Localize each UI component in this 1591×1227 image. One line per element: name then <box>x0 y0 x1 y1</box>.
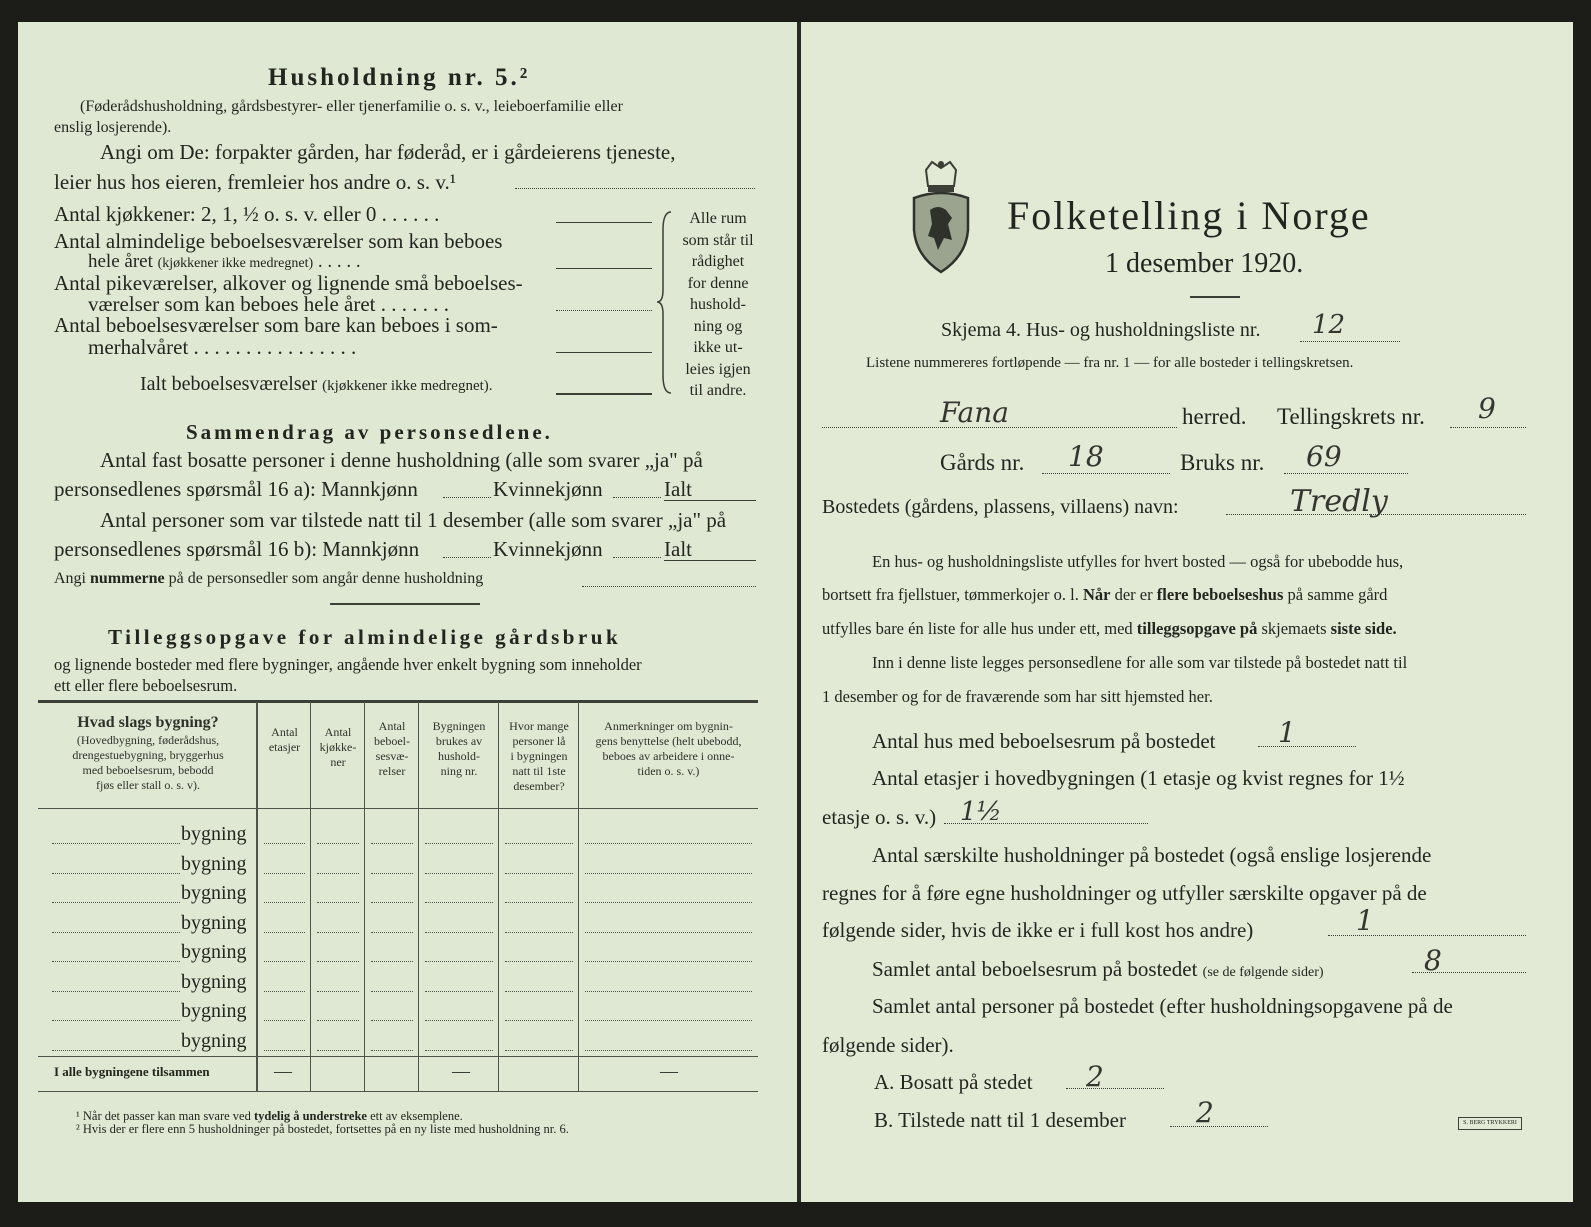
table-header-line: kjøkke- <box>319 740 357 754</box>
table-cell-field[interactable] <box>585 1020 752 1021</box>
table-cell-field[interactable] <box>425 961 493 962</box>
table-cell-field[interactable] <box>317 843 359 844</box>
total-row-label: I alle bygningene tilsammen <box>54 1064 210 1079</box>
table-cell-field[interactable] <box>425 873 493 874</box>
table-header-col-0 <box>38 713 258 793</box>
printer-stamp: S. BERG TRYKKERI <box>1458 1117 1522 1130</box>
angi-line1: Angi om De: forpakter gården, har føderåd, er i gårdeierens tjeneste, <box>100 140 676 164</box>
etasjer-line2: etasje o. s. v.) <box>822 805 937 829</box>
table-header-line: Bygningen <box>432 719 486 733</box>
skjema-label: Skjema 4. Hus- og husholdningsliste nr. <box>941 319 1261 341</box>
sommer-label-line2: merhalvåret . . . . . . . . . . . . . . . . <box>88 335 357 359</box>
husholdninger-value[interactable]: 1 <box>1356 904 1374 937</box>
side-note-line: Alle rum <box>689 210 747 227</box>
table-cell-field[interactable] <box>264 932 305 933</box>
table-header-line: Antal <box>378 719 406 733</box>
footnote-1: ¹ Når det passer kan man svare ved tydelig å understreke ett av eksemplene. <box>76 1109 463 1123</box>
ialt-label: Ialt beboelsesværelser (kjøkkener ikke medregnet). <box>140 373 493 395</box>
table-header-col-1 <box>258 725 311 755</box>
household-title: Husholdning nr. 5.² <box>268 64 531 91</box>
side-note-line: ikke ut- <box>693 339 743 356</box>
household-intro-line2: enslig losjerende). <box>54 119 172 136</box>
building-type-field[interactable] <box>52 1020 180 1021</box>
pike-field[interactable] <box>556 310 652 311</box>
alm-field[interactable] <box>556 268 652 269</box>
table-cell-field[interactable] <box>505 1050 573 1051</box>
tillegg-line2: ett eller flere beboelsesrum. <box>54 676 238 695</box>
table-cell-field[interactable] <box>425 1050 493 1051</box>
table-header-line: beboel- <box>374 734 410 748</box>
etasjer-line1: Antal etasjer i hovedbygningen (1 etasje og kvist regnes for 1½ <box>872 766 1405 790</box>
table-header-line: med beboelsesrum, bebodd <box>82 763 214 777</box>
instruction-line2: bortsett fra fjellstuer, tømmerkojer o. l. Når der er flere beboelseshus på samme gård <box>822 585 1388 604</box>
building-type-field[interactable] <box>52 843 180 844</box>
table-cell-field[interactable] <box>317 873 359 874</box>
herred-label: herred. <box>1182 404 1247 429</box>
alm-label-line1: Antal almindelige beboelsesværelser som kan beboes <box>54 229 503 253</box>
bruks-label: Bruks nr. <box>1180 450 1265 475</box>
ialt-field[interactable] <box>556 393 652 395</box>
gards-label: Gårds nr. <box>940 450 1025 475</box>
summary-b-line2: personsedlenes spørsmål 16 b): Mannkjønn <box>54 537 420 561</box>
kjokkener-label: Antal kjøkkener: 2, 1, ½ o. s. v. eller 0 . . . . . . <box>54 202 440 226</box>
samlet-personer-line2: følgende sider). <box>822 1033 954 1057</box>
coat-of-arms-icon <box>908 158 974 276</box>
summary-b-ialt-field[interactable] <box>664 560 756 561</box>
summary-a-line1: Antal fast bosatte personer i denne husholdning (alle som svarer „ja" på <box>100 448 703 472</box>
table-row-label: bygning <box>181 823 247 845</box>
angi-nummerne: Angi nummerne på de personsedler som angår denne husholdning <box>54 570 484 587</box>
instruction-line3: utfylles bare én liste for alle hus under ett, med tilleggsopgave på skjemaets siste side. <box>822 619 1397 638</box>
building-table <box>38 683 758 1093</box>
bruks-value[interactable]: 69 <box>1306 440 1342 473</box>
table-cell-field[interactable] <box>371 843 413 844</box>
samlet-rum-label: Samlet antal beboelsesrum på bostedet (se de følgende sider) <box>872 957 1324 981</box>
table-cell-field[interactable] <box>264 961 305 962</box>
summary-a-ialt: Ialt <box>664 477 692 501</box>
table-header-line: sesvæ- <box>375 749 409 763</box>
herred-value[interactable]: Fana <box>940 396 1009 429</box>
gards-value[interactable]: 18 <box>1068 440 1104 473</box>
table-cell-field[interactable] <box>585 1050 752 1051</box>
summary-b-line1: Antal personer som var tilstede natt til 1 desember (alle som svarer „ja" på <box>100 508 727 532</box>
table-cell-field[interactable] <box>264 1020 305 1021</box>
main-title: Folketelling i Norge <box>1007 193 1371 238</box>
table-cell-field[interactable] <box>371 961 413 962</box>
table-cell-field[interactable] <box>371 991 413 992</box>
table-header-line: ner <box>330 755 346 769</box>
bosted-label: Bostedets (gårdens, plassens, villaens) navn: <box>822 496 1179 518</box>
building-type-field[interactable] <box>52 1050 180 1051</box>
table-cell-field[interactable] <box>371 1020 413 1021</box>
table-header-col-4 <box>419 719 499 779</box>
table-cell-field[interactable] <box>505 902 573 903</box>
pike-label-line2: værelser som kan beboes hele året . . . . . . . <box>88 292 449 316</box>
summary-a-ialt-field[interactable] <box>664 500 756 501</box>
tilstede-value[interactable]: 2 <box>1196 1096 1214 1129</box>
building-type-field[interactable] <box>52 902 180 903</box>
table-cell-field[interactable] <box>585 902 752 903</box>
table-cell-field[interactable] <box>371 873 413 874</box>
brace-icon <box>655 210 677 395</box>
bosted-value[interactable]: Tredly <box>1290 484 1388 519</box>
table-cell-field[interactable] <box>264 843 305 844</box>
table-header-line: ning nr. <box>440 764 478 778</box>
table-header-line: (Hovedbygning, føderådshus, <box>76 733 220 747</box>
table-cell-field[interactable] <box>425 843 493 844</box>
footnote-2: ² Hvis der er flere enn 5 husholdninger på bostedet, fortsettes på en ny liste med husholdning nr. 6. <box>76 1122 569 1136</box>
bosatt-label: A. Bosatt på stedet <box>874 1070 1033 1094</box>
table-header-col-3 <box>365 719 419 779</box>
table-cell-field[interactable] <box>264 873 305 874</box>
angi-line2: leier hus hos eieren, fremleier hos andre o. s. v.¹ <box>54 170 457 194</box>
tillegg-line1: og lignende bosteder med flere bygninger, angående hver enkelt bygning som inneholder <box>54 655 642 674</box>
table-cell-field[interactable] <box>264 902 305 903</box>
table-header-col-5 <box>499 719 579 794</box>
instruction-line4: Inn i denne liste legges personsedlene for alle som var tilstede på bostedet natt til <box>872 653 1408 672</box>
table-row-label: bygning <box>181 852 247 875</box>
table-cell-field[interactable] <box>264 1050 305 1051</box>
table-cell-field[interactable] <box>505 1020 573 1021</box>
bosatt-value[interactable]: 2 <box>1086 1060 1104 1093</box>
side-note <box>680 208 756 402</box>
summary-a-kvinne: Kvinnekjønn <box>493 477 603 501</box>
table-cell-field[interactable] <box>264 991 305 992</box>
table-cell-field[interactable] <box>371 1050 413 1051</box>
pike-label-line1: Antal pikeværelser, alkover og lignende små beboelses- <box>54 271 523 295</box>
summary-title: Sammendrag av personsedlene. <box>186 420 553 444</box>
table-header-line: Hvad slags bygning? <box>77 714 219 731</box>
table-header-line: Anmerkninger om bygnin- <box>604 719 733 733</box>
table-cell-field[interactable] <box>505 932 573 933</box>
table-cell-field[interactable] <box>505 991 573 992</box>
tilstede-label: B. Tilstede natt til 1 desember <box>874 1108 1126 1132</box>
table-header-line: gens benyttelse (helt ubebodd, <box>595 734 742 748</box>
table-header-line: hushold- <box>438 749 480 763</box>
table-row-label: bygning <box>181 1000 247 1022</box>
table-header-line: drengestuebygning, bryggerhus <box>72 748 224 762</box>
kjokkener-field[interactable] <box>556 222 652 223</box>
table-cell-field[interactable] <box>425 1020 493 1021</box>
household-intro-line1: (Føderådshusholdning, gårdsbestyrer- eller tjenerfamilie o. s. v., leieboerfamilie eller <box>80 98 623 115</box>
husholdninger-line3: følgende sider, hvis de ikke er i full kost hos andre) <box>822 918 1254 942</box>
side-note-line: ning og <box>693 317 743 335</box>
table-header-line: fjøs eller stall o. s. v). <box>96 778 200 792</box>
table-header-line: Hvor mange <box>509 719 569 733</box>
table-cell-field[interactable] <box>585 991 752 992</box>
table-cell-field[interactable] <box>317 1050 359 1051</box>
table-cell-field[interactable] <box>317 961 359 962</box>
instruction-line1: En hus- og husholdningsliste utfylles for hvert bosted — også for ubebodde hus, <box>872 552 1404 571</box>
table-header-line: natt til 1ste <box>512 764 566 778</box>
nummerne-field[interactable] <box>582 586 756 587</box>
table-row-label: bygning <box>181 911 247 934</box>
table-header-line: personer lå <box>512 734 566 748</box>
table-cell-field[interactable] <box>505 961 573 962</box>
table-cell-field[interactable] <box>371 932 413 933</box>
table-cell-field[interactable] <box>425 991 493 992</box>
table-row-label: bygning <box>181 1029 247 1052</box>
tillegg-title: Tilleggsopgave for almindelige gårdsbruk <box>108 625 622 649</box>
table-header-col-6 <box>579 719 758 779</box>
alm-label-line2: hele året (kjøkkener ikke medregnet) . . . . . <box>88 251 361 272</box>
table-header-line: brukes av <box>435 734 483 748</box>
table-header-line: i bygningen <box>510 749 568 763</box>
table-header-line: desember? <box>513 779 565 793</box>
table-cell-field[interactable] <box>585 932 752 933</box>
total-dash-husholdning: — <box>452 1061 470 1081</box>
table-cell-field[interactable] <box>317 932 359 933</box>
table-cell-field[interactable] <box>371 902 413 903</box>
antal-hus-value[interactable]: 1 <box>1278 716 1296 749</box>
husholdninger-line1: Antal særskilte husholdninger på bostedet (også enslige losjerende <box>872 843 1432 867</box>
side-note-line: som står til <box>682 231 754 249</box>
side-note-line: rådighet <box>691 253 745 270</box>
samlet-personer-line1: Samlet antal personer på bostedet (efter husholdningsopgavene på de <box>872 994 1453 1018</box>
skjema-nr-value[interactable]: 12 <box>1312 310 1346 340</box>
table-row-label: bygning <box>181 970 247 993</box>
building-type-field[interactable] <box>52 991 180 992</box>
etasjer-value[interactable]: 1½ <box>960 797 1002 827</box>
listene-note: Listene nummereres fortløpende — fra nr. 1 — for alle bosteder i tellingskretsen. <box>866 355 1354 371</box>
table-cell-field[interactable] <box>505 873 573 874</box>
tellingskrets-value[interactable]: 9 <box>1478 392 1496 425</box>
building-type-field[interactable] <box>52 932 180 933</box>
table-header-line: relser <box>378 764 406 778</box>
table-header-line: tiden o. s. v.) <box>637 764 700 778</box>
table-cell-field[interactable] <box>505 843 573 844</box>
side-note-line: hushold- <box>690 296 746 313</box>
table-cell-field[interactable] <box>585 873 752 874</box>
table-cell-field[interactable] <box>585 961 752 962</box>
side-note-line: leies igjen <box>685 360 751 378</box>
census-date: 1 desember 1920. <box>1105 248 1304 279</box>
table-cell-field[interactable] <box>425 902 493 903</box>
table-cell-field[interactable] <box>317 902 359 903</box>
table-header-line: Antal <box>324 725 352 739</box>
table-cell-field[interactable] <box>425 932 493 933</box>
husholdninger-line2: regnes for å føre egne husholdninger og utfyller særskilte opgaver på de <box>822 881 1427 905</box>
antal-hus-label: Antal hus med beboelsesrum på bostedet <box>872 729 1216 753</box>
table-cell-field[interactable] <box>317 991 359 992</box>
building-type-field[interactable] <box>52 961 180 962</box>
building-type-field[interactable] <box>52 873 180 874</box>
samlet-rum-value[interactable]: 8 <box>1424 944 1442 977</box>
table-cell-field[interactable] <box>317 1020 359 1021</box>
side-note-line: for denne <box>687 274 749 292</box>
summary-b-ialt: Ialt <box>664 537 692 561</box>
summary-a-line2: personsedlenes spørsmål 16 a): Mannkjønn <box>54 477 418 501</box>
summary-b-kvinne: Kvinnekjønn <box>493 537 603 561</box>
total-dash-anmerkninger: — <box>660 1061 678 1081</box>
side-note-line: til andre. <box>689 382 747 399</box>
table-header-line: etasjer <box>268 740 301 754</box>
table-header-col-2 <box>311 725 365 770</box>
instruction-line5: 1 desember og for de fraværende som har sitt hjemsted her. <box>822 687 1213 706</box>
table-header-line: Antal <box>271 725 298 739</box>
table-row-label: bygning <box>181 882 247 904</box>
table-row-label: bygning <box>181 941 247 963</box>
total-dash-etasjer: — <box>274 1061 292 1081</box>
table-header-line: beboes av arbeidere i onne- <box>602 749 735 763</box>
table-cell-field[interactable] <box>585 843 752 844</box>
tellingskrets-label: Tellingskrets nr. <box>1277 404 1425 429</box>
sommer-label-line1: Antal beboelsesværelser som bare kan beboes i som- <box>54 313 498 337</box>
sommer-field[interactable] <box>556 352 652 353</box>
